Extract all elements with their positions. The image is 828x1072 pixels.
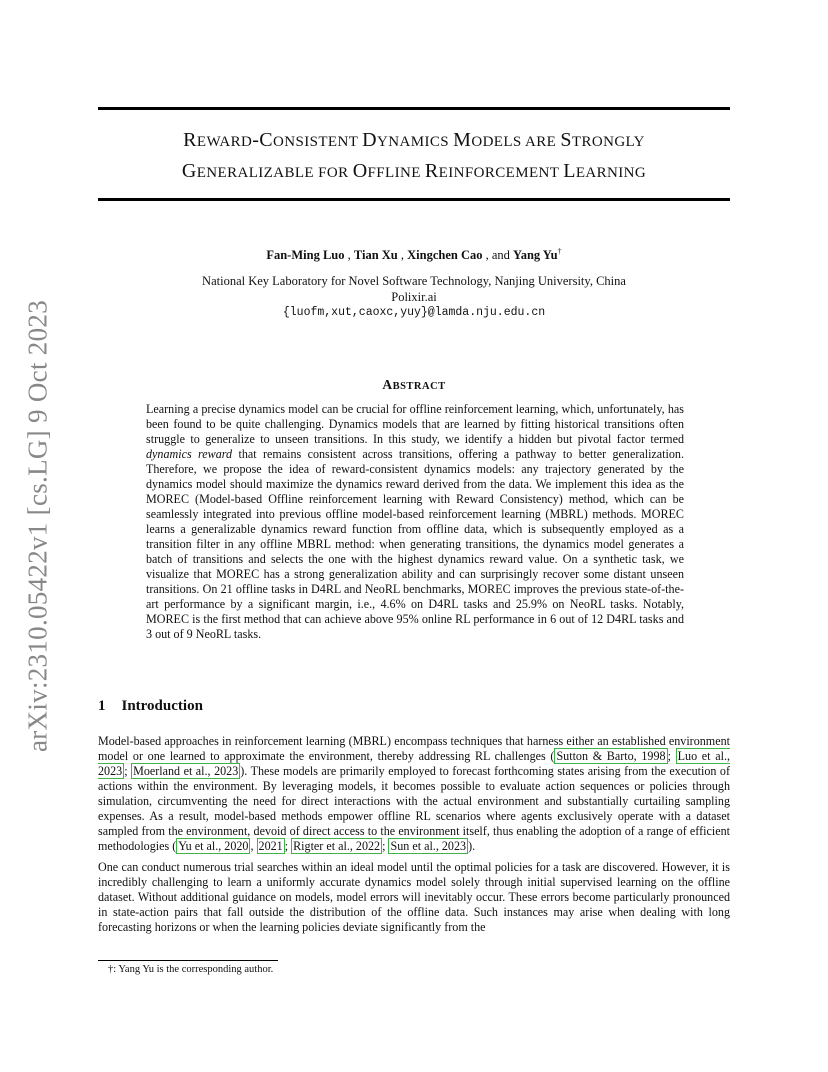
title-capital: R: [424, 160, 439, 182]
affiliation-line: National Key Laboratory for Novel Software Technology, Nanjing University, China: [202, 274, 626, 288]
title-line-2: [98, 157, 730, 188]
title-top-rule: [98, 107, 730, 110]
abstract-heading-rest: BSTRACT: [392, 381, 446, 392]
title-smallcaps: EINFORCEMENT: [438, 165, 564, 181]
author-separator: ,: [397, 248, 408, 263]
citation-link[interactable]: Sutton & Barto, 1998: [556, 749, 666, 763]
citation-link[interactable]: Luo et al., 2023: [98, 749, 730, 778]
paper-title: [98, 126, 730, 188]
abstract-text: [146, 402, 684, 642]
arxiv-identifier: arXiv:2310.05422v1 [cs.LG] 9 Oct 2023: [22, 299, 53, 753]
section-body: [98, 734, 730, 941]
abstract-text-part: Learning a precise dynamics model can be crucial for offline reinforcement learning, which, unfortunately, has been found to be quite challenging. Dynamics models that are learned by fitting historical transitions often struggle to generalize to unseen transitions. In this study, we identify a hidden but pivotal factor termed: [146, 402, 684, 446]
citation-link[interactable]: Moerland et al., 2023: [133, 764, 239, 778]
footnote-rule: [98, 960, 278, 961]
section-heading: [98, 698, 219, 715]
text-run: ;: [284, 839, 292, 853]
title-smallcaps: ONSISTENT: [273, 134, 363, 150]
title-capital: -C: [252, 129, 274, 151]
text-run: ;: [667, 749, 676, 763]
title-capital: M: [453, 129, 472, 151]
affiliation-block: [98, 274, 730, 321]
text-run: ;: [124, 764, 132, 778]
abstract-heading-cap: A: [382, 377, 393, 392]
title-smallcaps: ENERALIZABLE FOR: [196, 165, 353, 181]
text-run: Model-based approaches in reinforcement learning (MBRL) encompass techniques that harness either an established environment model or one learned to approximate the environment, thereby addressing RL challenges (: [98, 734, 730, 763]
section-number: 1: [98, 698, 106, 714]
abstract-text-part: that remains consistent across transitions, offering a pathway to better generalization. Therefore, we propose the idea of reward-consistent dynamics models: any trajectory generated by the dynamics model should maximize the dynamics reward derived from the data. We implement this idea as the MOREC (Model-based Offline reinforcement learning with Reward Consistency) method, which can be seamlessly integrated into previous offline model-based reinforcement learning (MBRL) methods. MOREC learns a generalizable dynamics reward function from offline data, which is subsequently employed as a transition filter in any offline MBRL method: when generating transitions, the dynamics model generates a batch of transitions and selects the one with the highest dynamics reward value. On a synthetic task, we visualize that MOREC has a strong generalization ability and can surprisingly recover some distant unseen transitions. On 21 offline tasks in D4RL and NeoRL benchmarks, MOREC improves the previous state-of-the-art performance by a significant margin, i.e., 4.6% on D4RL tasks and 25.9% on NeoRL tasks. Notably, MOREC is the first method that can achieve above 95% online RL performance in 6 out of 12 D4RL tasks and 3 out of 9 NeoRL tasks.: [146, 447, 685, 641]
citation-link[interactable]: 2021: [258, 839, 283, 853]
citation-link[interactable]: Rigter et al., 2022: [293, 839, 381, 853]
abstract-heading: [98, 377, 730, 393]
title-capital: S: [560, 129, 572, 151]
author-name: Fan-Ming Luo: [266, 248, 345, 263]
title-smallcaps: EWARD: [196, 134, 253, 150]
author-name: Yang Yu: [513, 248, 558, 263]
text-run: ,: [250, 839, 257, 853]
author-name: Xingchen Cao: [407, 248, 483, 263]
paragraph: [98, 734, 730, 854]
title-smallcaps: FFLINE: [367, 165, 425, 181]
text-run: ). These models are primarily employed to forecast forthcoming states arising from the execution of actions within the environment. By leveraging models, it becomes possible to evaluate action sequences or policies through simulation, circumventing the need for direct interactions with the actual environment and substantially curtailing sampling expenses. As a result, model-based methods empower offline RL scenarios where agents exclusively operate with a dataset sampled from the environment, devoid of direct access to the environment itself, thus enabling the adoption of a range of efficient methodologies (: [98, 764, 731, 853]
arxiv-sidebar: [16, 296, 60, 756]
text-run: ;: [382, 839, 389, 853]
author-list: [98, 244, 730, 263]
title-smallcaps: EARNING: [575, 165, 647, 181]
title-smallcaps: ODELS ARE: [471, 134, 561, 150]
title-capital: R: [183, 129, 197, 151]
title-capital: G: [181, 160, 197, 182]
citation-link[interactable]: Sun et al., 2023: [390, 839, 467, 853]
author-email[interactable]: {luofm,xut,caoxc,yuy}@lamda.nju.edu.cn: [282, 306, 546, 319]
dagger-mark: †: [557, 247, 562, 256]
title-line-1: [98, 126, 730, 157]
text-run: ).: [468, 839, 476, 853]
author-separator: ,: [344, 248, 354, 263]
title-capital: L: [563, 160, 576, 182]
title-smallcaps: TRONGLY: [571, 134, 645, 150]
title-capital: O: [352, 160, 368, 182]
footnote: †: Yang Yu is the corresponding author.: [108, 964, 274, 975]
title-bottom-rule: [98, 198, 730, 201]
title-smallcaps: YNAMICS: [377, 134, 454, 150]
title-capital: D: [362, 129, 378, 151]
citation-link[interactable]: Yu et al., 2020: [178, 839, 249, 853]
author-separator: , and: [482, 248, 514, 263]
affiliation-line: Polixir.ai: [391, 289, 437, 304]
paragraph: One can conduct numerous trial searches within an ideal model until the optimal policies for a task are discovered. However, it is incredibly challenging to learn a uniformly accurate dynamics model solely through initial supervised learning on the offline dataset. Without additional guidance on models, model errors will inevitably occur. These errors become particularly pronounced in state-action pairs that fall outside the distribution of the offline data. Such instances may arise when dealing with long forecasting horizons or when the learning policies deviate significantly from the: [98, 860, 730, 934]
abstract-emphasis: dynamics reward: [146, 447, 233, 461]
section-title: Introduction: [121, 698, 203, 714]
author-name: Tian Xu: [353, 248, 398, 263]
